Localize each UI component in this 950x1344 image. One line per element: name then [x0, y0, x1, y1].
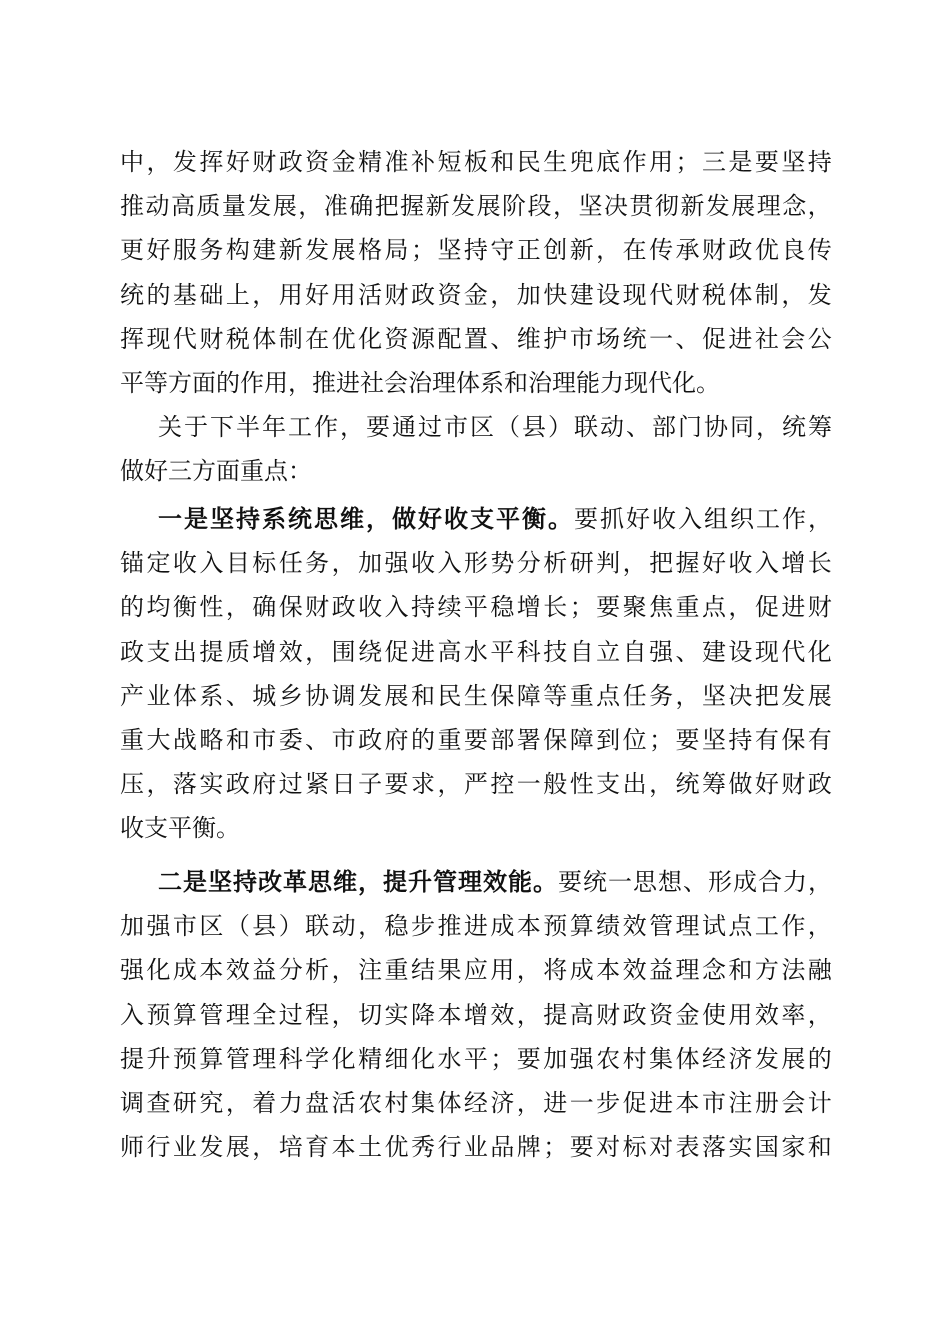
- text-line-lead: 一 是 坚 持 系 统 思 维 ， 做 好 收 支 平 衡 。 要 抓 好 收 入 组 织 工 作 ，: [158, 504, 832, 533]
- text-line-lead: 二 是 坚 持 改 革 思 维 ， 提 升 管 理 效 能 。 要 统 一 思 想 、 形 成 合 力 ，: [158, 867, 832, 896]
- text-line: 提 升 预 算 管 理 科 学 化 精 细 化 水 平 ； 要 加 强 农 村 集 体 经 济 发 展 的: [120, 1044, 832, 1073]
- text-line: 关 于 下 半 年 工 作 ， 要 通 过 市 区 （ 县 ） 联 动 、 部 门 协 同 ， 统 筹: [158, 413, 832, 441]
- text-line: 统 的 基 础 上 ， 用 好 用 活 财 政 资 金 ， 加 快 建 设 现 代 财 税 体 制 ， 发: [120, 280, 832, 309]
- text-line: 收支平衡。: [120, 814, 240, 843]
- text-line: 师 行 业 发 展 ， 培 育 本 土 优 秀 行 业 品 牌 ； 要 对 标 对 表 落 实 国 家 和: [120, 1133, 832, 1162]
- text-line: 强 化 成 本 效 益 分 析 ， 注 重 结 果 应 用 ， 将 成 本 效 益 理 念 和 方 法 融: [120, 956, 832, 985]
- text-line: 调 查 研 究 ， 着 力 盘 活 农 村 集 体 经 济 ， 进 一 步 促 进 本 市 注 册 会 计: [120, 1088, 832, 1117]
- paragraph-4: [120, 860, 832, 1169]
- text-line: 压 ， 落 实 政 府 过 紧 日 子 要 求 ， 严 控 一 般 性 支 出 ， 统 筹 做 好 财 政: [120, 770, 832, 799]
- text-line: 的 均 衡 性 ， 确 保 财 政 收 入 持 续 平 稳 增 长 ； 要 聚 焦 重 点 ， 促 进 财: [120, 593, 832, 622]
- paragraph-3: [120, 497, 832, 851]
- text-line: 加 强 市 区 （ 县 ） 联 动 ， 稳 步 推 进 成 本 预 算 绩 效 管 理 试 点 工 作 ，: [120, 912, 832, 941]
- text-line: 中 ， 发 挥 好 财 政 资 金 精 准 补 短 板 和 民 生 兜 底 作 用 ； 三 是 要 坚 持: [120, 148, 832, 176]
- text-line: 推 动 高 质 量 发 展 ， 准 确 把 握 新 发 展 阶 段 ， 坚 决 贯 彻 新 发 展 理 念 ，: [120, 192, 832, 221]
- text-line: 更 好 服 务 构 建 新 发 展 格 局 ； 坚 持 守 正 创 新 ， 在 传 承 财 政 优 良 传: [120, 236, 832, 265]
- text-line: 锚 定 收 入 目 标 任 务 ， 加 强 收 入 形 势 分 析 研 判 ， 把 握 好 收 入 增 长: [120, 549, 832, 578]
- text-line: 挥 现 代 财 税 体 制 在 优 化 资 源 配 置 、 维 护 市 场 统 一 、 促 进 社 会 公: [120, 324, 832, 353]
- paragraph-2: [120, 405, 832, 493]
- paragraph-1: [120, 140, 832, 405]
- text-line: 做好三方面重点：: [120, 457, 312, 486]
- text-line: 重 大 战 略 和 市 委 、 市 政 府 的 重 要 部 署 保 障 到 位 ； 要 坚 持 有 保 有: [120, 725, 832, 754]
- text-line: 政 支 出 提 质 增 效 ， 围 绕 促 进 高 水 平 科 技 自 立 自 强 、 建 设 现 代 化: [120, 637, 832, 666]
- text-line: 入 预 算 管 理 全 过 程 ， 切 实 降 本 增 效 ， 提 高 财 政 资 金 使 用 效 率 ，: [120, 1000, 832, 1029]
- text-line: 平等方面的作用，推进社会治理体系和治理能力现代化。: [120, 368, 720, 397]
- text-line: 产 业 体 系 、 城 乡 协 调 发 展 和 民 生 保 障 等 重 点 任 务 ， 坚 决 把 发 展: [120, 681, 832, 710]
